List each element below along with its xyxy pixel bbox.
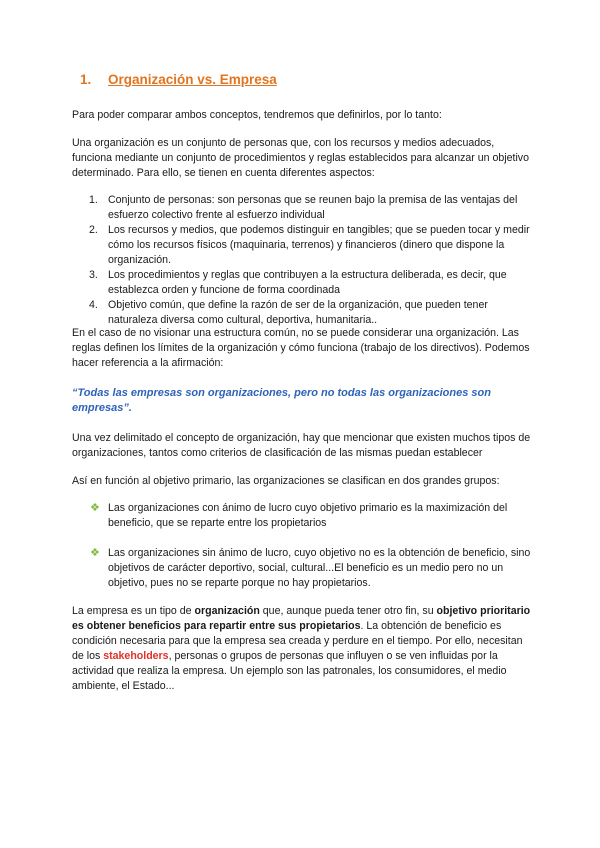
item-text: Conjunto de personas: son personas que se reunen bajo la premisa de las ventajas del esfuerzo colectivo frente al esfuerzo individual xyxy=(108,194,518,221)
list-item xyxy=(72,501,532,531)
item-number: 2. xyxy=(89,224,98,236)
text-run: , personas o grupos de personas que influyen o se ven influidas por la actividad que realiza la empresa. Un ejemplo son las patronales, los consumidores, el medio ambiente, el Estado... xyxy=(72,650,507,692)
item-text: Las organizaciones sin ánimo de lucro, cuyo objetivo no es la obtención de beneficio, sino objetivos de carácter deportivo, social, cultural...El beneficio es un medio pero no un objetivo, pues no se reparte porque no hay propietarios. xyxy=(108,547,531,589)
types-intro-line: Así en función al objetivo primario, las organizaciones se clasifican en dos grandes grupos: xyxy=(72,475,500,487)
item-text: Los recursos y medios, que podemos distinguir en tangibles; que se pueden tocar y medir cómo los recursos físicos (maquinaria, terrenos) y financieros (dinero que dispone la organización. xyxy=(108,224,530,266)
bold-term: objetivo prioritario es obtener beneficios para repartir entre sus propietarios xyxy=(72,605,531,632)
quote: “Todas las empresas son organizaciones, pero no todas las organizaciones son empresas”. xyxy=(72,387,491,414)
heading-title: Organización vs. Empresa xyxy=(108,72,277,87)
text-run: La empresa es un tipo de xyxy=(72,605,195,617)
text-run: que, aunque pueda tener otro fin, su xyxy=(259,605,437,617)
item-text: Las organizaciones con ánimo de lucro cuyo objetivo primario es la maximización del beneficio, que se reparte entre los propietarios xyxy=(108,502,508,529)
list-item xyxy=(72,268,532,298)
item-number: 4. xyxy=(89,299,98,311)
list-item xyxy=(72,546,532,591)
section-heading xyxy=(80,72,277,87)
heading-number: 1. xyxy=(80,72,92,87)
list-item xyxy=(72,298,532,328)
list-item xyxy=(72,193,532,223)
diamond-bullet-icon: ❖ xyxy=(90,502,100,514)
types-intro-paragraph: Una vez delimitado el concepto de organización, hay que mencionar que existen muchos tipos de organizaciones, tantos como criterios de clasificación de las mismas puedan establecer xyxy=(72,432,531,459)
highlight-term: stakeholders xyxy=(103,650,169,662)
item-text: Los procedimientos y reglas que contribuyen a la estructura deliberada, es decir, que establezca orden y funcione de forma coordinada xyxy=(108,269,507,296)
empresa-paragraph xyxy=(72,604,532,694)
groups-list xyxy=(72,501,532,591)
definition-paragraph: Una organización es un conjunto de personas que, con los recursos y medios adecuados, funciona mediante un conjunto de procedimientos y reglas establecidos para alcanzar un objetivo determinado. Para ello, se tienen en cuenta diferentes aspectos: xyxy=(72,137,529,179)
intro-paragraph: Para poder comparar ambos conceptos, tendremos que definirlos, por lo tanto: xyxy=(72,109,442,121)
aspects-list xyxy=(72,193,532,328)
list-item xyxy=(72,223,532,268)
diamond-bullet-icon: ❖ xyxy=(90,547,100,559)
item-number: 1. xyxy=(89,194,98,206)
bold-term: organización xyxy=(194,605,260,617)
text-run: . La obtención de beneficio es condición necesaria para que la empresa sea creada y perdure en el tiempo. Por ello, necesitan de los xyxy=(72,620,523,662)
item-text: Objetivo común, que define la razón de ser de la organización, que pueden tener naturaleza diversa como cultural, deportiva, humanitaria.. xyxy=(108,299,488,326)
after-list-paragraph: En el caso de no visionar una estructura común, no se puede considerar una organización. Las reglas definen los límites de la organización y cómo funciona (trabajo de los directivos). Podemos hacer referencia a la afirmación: xyxy=(72,327,530,369)
item-number: 3. xyxy=(89,269,98,281)
